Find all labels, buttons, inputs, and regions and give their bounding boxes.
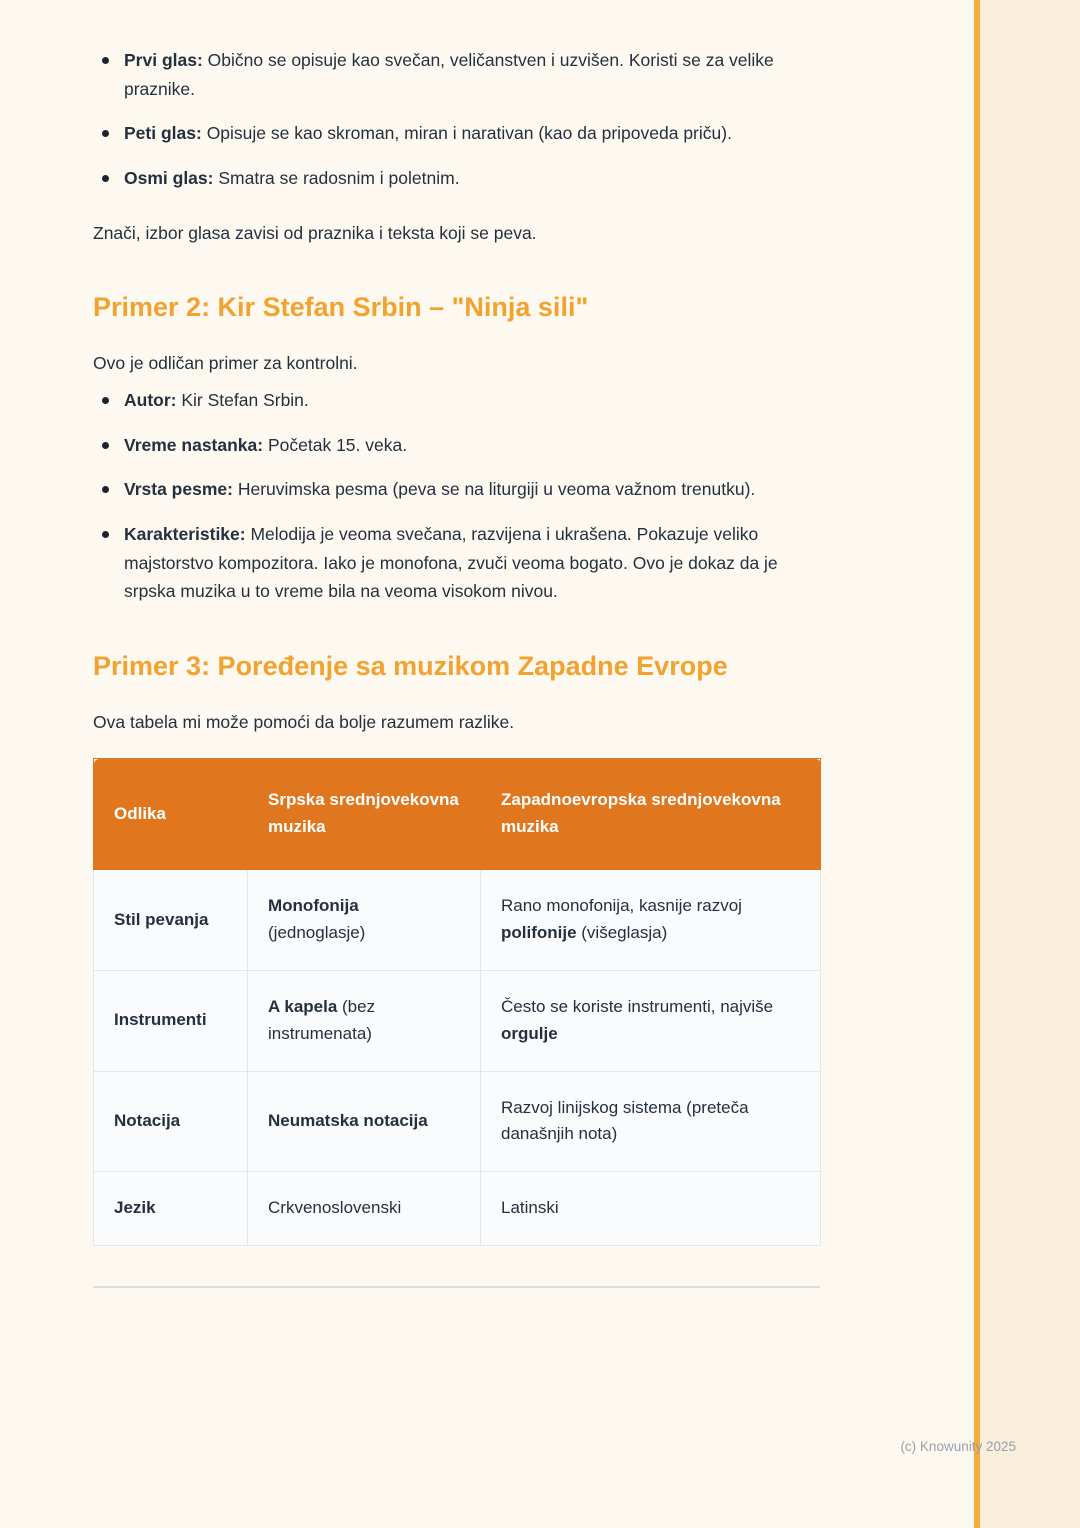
bullet-text: Heruvimska pesma (peva se na liturgiji u veoma važnom trenutku). (237, 479, 756, 500)
table-cell-srpska: Neumatska notacija (248, 1071, 481, 1172)
primer2-bullet-list (93, 386, 821, 606)
glas-bullet-list (93, 46, 821, 193)
bullet-item (93, 119, 821, 148)
paragraph-znaci: Znači, izbor glasa zavisi od praznika i teksta koji se peva. (93, 222, 537, 243)
bullet-label: Autor: (124, 389, 177, 410)
table-cell-zapadna: Latinski (481, 1172, 821, 1246)
primer3-heading: Primer 3: Poređenje sa muzikom Zapadne Evrope (93, 651, 728, 681)
bullet-text: Smatra se radosnim i poletnim. (218, 168, 460, 189)
page-accent-rule (974, 0, 980, 1528)
document-content (93, 0, 821, 1288)
table-cell-feature: Instrumenti (94, 970, 248, 1071)
bullet-item (93, 475, 821, 504)
bullet-text: Početak 15. veka. (267, 434, 408, 455)
bullet-item (93, 431, 821, 460)
bullet-text: Opisuje se kao skroman, miran i narativan (kao da pripoveda priču). (206, 123, 732, 144)
table-cell-srpska: Crkvenoslovenski (248, 1172, 481, 1246)
primer2-intro: Ovo je odličan primer za kontrolni. (93, 353, 358, 374)
table-header-cell: Odlika (94, 759, 248, 870)
table-cell-zapadna: Razvoj linijskog sistema (preteča današnjih nota) (481, 1071, 821, 1172)
primer2-heading: Primer 2: Kir Stefan Srbin – "Ninja sili" (93, 292, 589, 323)
bullet-label: Vrsta pesme: (124, 479, 233, 500)
bullet-text: Melodija je veoma svečana, razvijena i ukrašena. Pokazuje veliko majstorstvo kompozitora. Iako je monofona, zvuči veoma bogato. Ovo je dokaz da je srpska muzika u to vreme bila na veoma visokom nivou. (124, 523, 778, 602)
bullet-item (93, 386, 821, 415)
table-row (94, 1071, 821, 1172)
bullet-item (93, 520, 821, 606)
table-row (94, 1172, 821, 1246)
bullet-item (93, 164, 821, 193)
table-header-cell: Srpska srednjovekovna muzika (248, 759, 481, 870)
table-header-row (94, 759, 821, 870)
bullet-item (93, 46, 821, 103)
table-cell-srpska: Monofonija (jednoglasje) (248, 870, 481, 971)
right-margin-band (980, 0, 1080, 1528)
table-cell-srpska: A kapela (bez instrumenata) (248, 970, 481, 1071)
primer3-intro: Ova tabela mi može pomoći da bolje razumem razlike. (93, 711, 515, 732)
bottom-divider (93, 1286, 820, 1288)
bullet-label: Osmi glas: (124, 168, 214, 189)
bullet-text: Obično se opisuje kao svečan, veličanstven i uzvišen. Koristi se za velike praznike. (124, 50, 774, 99)
table-cell-feature: Notacija (94, 1071, 248, 1172)
table-row (94, 870, 821, 971)
table-cell-feature: Stil pevanja (94, 870, 248, 971)
copyright-footer: (c) Knowunity 2025 (900, 1439, 1016, 1454)
bullet-label: Karakteristike: (124, 523, 246, 544)
table-cell-zapadna: Često se koriste instrumenti, najviše orgulje (481, 970, 821, 1071)
bullet-label: Vreme nastanka: (124, 434, 264, 455)
table-cell-feature: Jezik (94, 1172, 248, 1246)
table-row (94, 970, 821, 1071)
bullet-label: Prvi glas: (124, 50, 203, 70)
table-header-cell: Zapadnoevropska srednjovekovna muzika (481, 759, 821, 870)
table-cell-zapadna: Rano monofonija, kasnije razvoj polifonije (višeglasja) (481, 870, 821, 971)
bullet-label: Peti glas: (124, 123, 202, 144)
comparison-table (93, 758, 821, 1246)
bullet-text: Kir Stefan Srbin. (181, 389, 309, 410)
